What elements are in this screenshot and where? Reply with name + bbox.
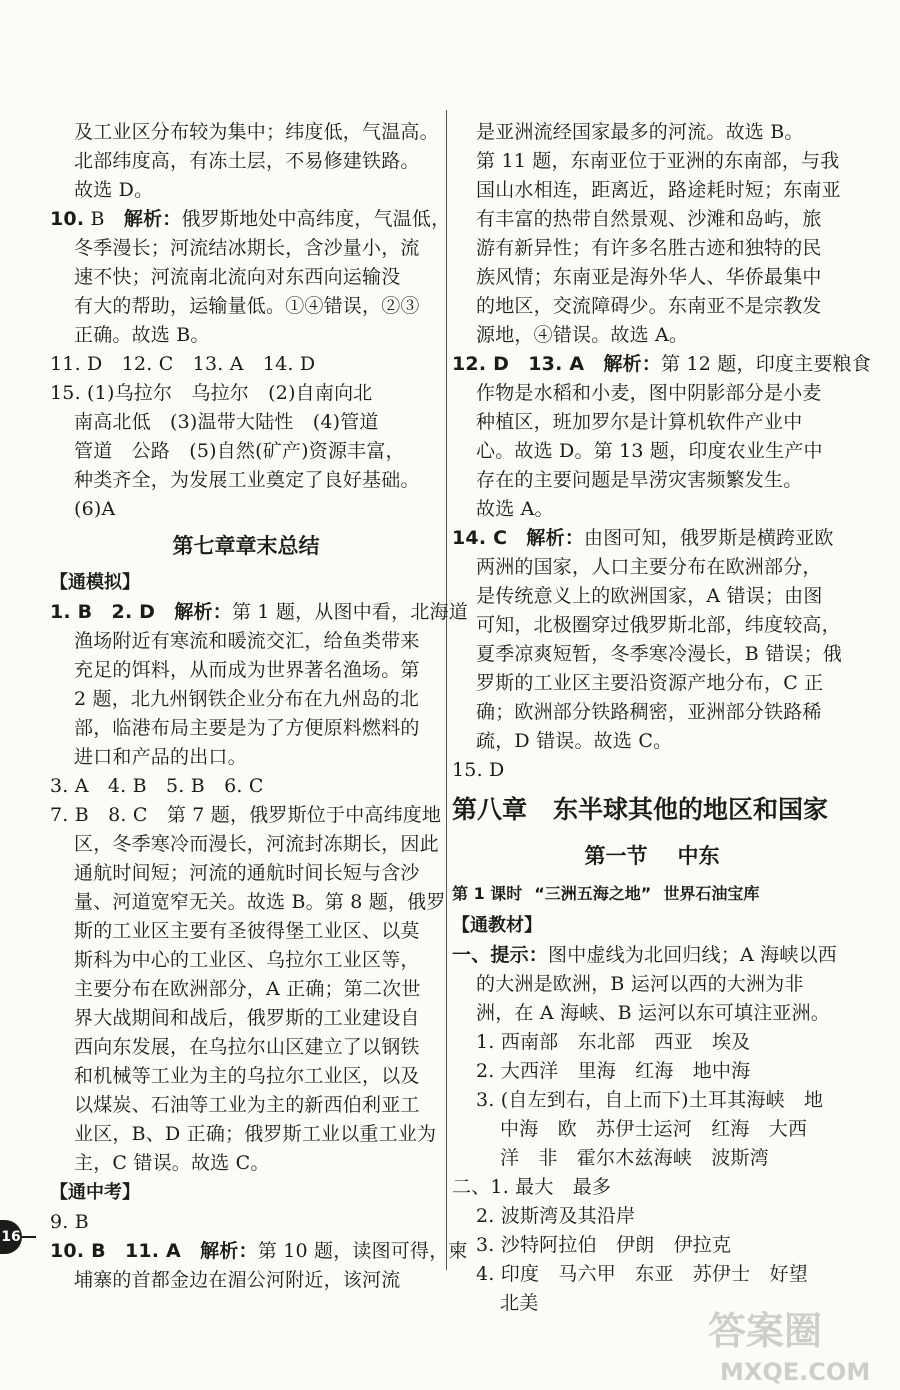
answer-line: 4. 印度 马六甲 东亚 苏伊士 好望 (476, 1263, 808, 1285)
text-line: 的地区，交流障碍少。东南亚不是宗教发 (476, 295, 822, 317)
answers-11-14: 11. D 12. C 13. A 14. D (50, 353, 316, 375)
answers-10-11 (50, 1237, 468, 1266)
text-line: 存在的主要问题是旱涝灾害频繁发生。 (476, 469, 803, 491)
analysis-text: 第 12 题，印度主要粮食 (661, 353, 871, 375)
answer-9: 9. B (50, 1211, 89, 1233)
text-line: 正确。故选 B。 (74, 324, 210, 346)
text-line: 以煤炭、石油等工业为主的新西伯利亚工 (74, 1094, 420, 1116)
text-line: 量、河道宽窄无关。故选 B。第 8 题，俄罗 (74, 891, 446, 913)
answers-12-13 (452, 350, 871, 379)
text-line: (6)A (74, 498, 116, 520)
text-line: 主，C 错误。故选 C。 (74, 1152, 270, 1174)
text-line: 埔寨的首都金边在湄公河附近，该河流 (74, 1269, 401, 1291)
text-line: 2 题，北九州钢铁企业分布在九州岛的北 (74, 688, 419, 710)
text-line: 渔场附近有寒流和暖流交汇，给鱼类带来 (74, 630, 420, 652)
text-line: 族风情；东南亚是海外华人、华侨最集中 (476, 266, 822, 288)
section-tong-zhongkao: 【通中考】 (50, 1182, 140, 1203)
hint-label: 提示： (490, 944, 549, 966)
text-line: 故选 D。 (74, 179, 154, 201)
answer-line: 1. 西南部 东北部 西亚 埃及 (476, 1031, 751, 1053)
lesson-title (452, 877, 852, 911)
text-line: 南高北低 (3)温带大陆性 (4)管道 (74, 411, 379, 433)
text-line: 部，临港布局主要是为了方便原料燃料的 (74, 717, 420, 739)
text-line: 国山水相连，距离近，路途耗时短；东南亚 (476, 179, 841, 201)
text-line: 游有新异性；有许多名胜古迹和独特的民 (476, 237, 822, 259)
text-line: 北部纬度高，有冻土层，不易修建铁路。 (74, 150, 420, 172)
section-tong-moni: 【通模拟】 (50, 572, 140, 593)
text-line: 中海 欧 苏伊士运河 红海 大西 (500, 1118, 808, 1140)
text-line: 故选 A。 (476, 498, 554, 520)
answers-1-2 (50, 598, 468, 627)
answer-line: 2. 大西洋 里海 红海 地中海 (476, 1060, 751, 1082)
question-numbers: 10. B 11. A (50, 1240, 201, 1262)
text-line: 速不快；河流南北流向对东西向运输没 (74, 266, 401, 288)
text-line: 有丰富的热带自然景观、沙滩和岛屿，旅 (476, 208, 822, 230)
text-line: 是亚洲流经国家最多的河流。故选 B。 (476, 121, 804, 143)
question-numbers: 1. B 2. D (50, 601, 175, 623)
text-line: 界大战期间和战后，俄罗斯的工业建设自 (74, 1007, 420, 1029)
answer-line: 3. (自左到右，自上而下)土耳其海峡 地 (476, 1089, 824, 1111)
text-line: 罗斯的工业区主要沿资源产地分布，C 正 (476, 672, 824, 694)
text-line: 和机械等工业为主的乌拉尔工业区，以及 (74, 1065, 420, 1087)
text-line: 进口和产品的出口。 (74, 746, 247, 768)
watermark-url: MXQE.COM (720, 1358, 871, 1386)
page-number: 16 (1, 1229, 21, 1245)
text-line: 北美 (500, 1292, 539, 1314)
text-line: 两洲的国家，人口主要分布在欧洲部分， (476, 556, 822, 578)
text-line: 作物是水稻和小麦，图中阴影部分是小麦 (476, 382, 822, 404)
left-column (50, 118, 468, 1295)
answer-letter: B (84, 208, 124, 230)
text-line: 有大的帮助，运输量低。①④错误，②③ (74, 295, 420, 317)
question-numbers: 12. D 13. A (452, 353, 604, 375)
analysis-text: 俄罗斯地处中高纬度，气温低， (181, 208, 451, 230)
text-line: 主要分布在欧洲部分，A 正确；第二次世 (74, 978, 421, 1000)
answer-line: 3. 沙特阿拉伯 伊朗 伊拉克 (476, 1234, 732, 1256)
text-line: 西向东发展，在乌拉尔山区建立了以钢铁 (74, 1036, 420, 1058)
hint-text: 图中虚线为北回归线；A 海峡以西 (548, 944, 837, 966)
answers-7-8: 7. B 8. C 第 7 题，俄罗斯位于中高纬度地 (50, 804, 442, 826)
lesson-topic-2: 世界石油宝库 (663, 884, 760, 903)
page-number-rule (22, 1236, 36, 1238)
text-line: 可知，北极圈穿过俄罗斯北部，纬度较高， (476, 614, 841, 636)
watermark-logo (700, 1300, 890, 1386)
right-column (452, 118, 871, 1318)
part-number: 一、 (452, 944, 491, 966)
chapter-7-summary-title: 第七章章末总结 (172, 534, 320, 558)
text-line: 充足的饵料，从而成为世界著名渔场。第 (74, 659, 420, 681)
text-line: 业区，B、D 正确；俄罗斯工业以重工业为 (74, 1123, 437, 1145)
answer-line: 2. 波斯湾及其沿岸 (476, 1205, 636, 1227)
text-line: 源地，④错误。故选 A。 (476, 324, 689, 346)
page-number-badge (0, 1220, 22, 1254)
chapter-name: 东半球其他的地区和国家 (553, 795, 829, 824)
text-line: 心。故选 D。第 13 题，印度农业生产中 (476, 440, 823, 462)
answer-14 (452, 524, 852, 553)
analysis-label: 解析： (174, 601, 232, 623)
section-tong-jiaocai: 【通教材】 (452, 915, 542, 936)
answer-15: 15. D (452, 759, 505, 781)
lesson-topic-1: “三洲五海之地” (534, 884, 652, 903)
text-line: 及工业区分布较为集中；纬度低，气温高。 (74, 121, 439, 143)
text-line: 疏，D 错误。故选 C。 (476, 730, 673, 752)
analysis-label: 解析： (123, 208, 182, 230)
analysis-text: 第 10 题，读图可得，柬 (257, 1240, 468, 1262)
watermark-logo-text: 答案圈 (708, 1309, 823, 1353)
text-line: 的大洲是欧洲，B 运河以西的大洲为非 (476, 973, 804, 995)
text-line: 斯科为中心的工业区、乌拉尔工业区等， (74, 949, 420, 971)
analysis-text: 由图可知，俄罗斯是横跨亚欧 (584, 527, 834, 549)
answer-10 (50, 205, 451, 234)
question-number: 14. C (452, 527, 527, 549)
text-line: 冬季漫长；河流结冰期长，含沙量小，流 (74, 237, 420, 259)
text-line: 区，冬季寒冷而漫长，河流封冻期长，因此 (74, 833, 439, 855)
answer-15: 15. (1)乌拉尔 乌拉尔 (2)自南向北 (50, 382, 373, 404)
part-2-answer: 二、1. 最大 最多 (452, 1176, 612, 1198)
section-number: 第一节 (584, 844, 648, 868)
analysis-text: 第 1 题，从图中看，北海道 (231, 601, 468, 623)
text-line: 斯的工业区主要有圣彼得堡工业区、以莫 (74, 920, 420, 942)
section-name: 中东 (677, 844, 720, 868)
question-number: 10. (50, 208, 85, 230)
text-line: 种类齐全，为发展工业奠定了良好基础。 (74, 469, 420, 491)
analysis-label: 解析： (526, 527, 585, 549)
part-1-hint (452, 941, 852, 970)
text-line: 第 11 题，东南亚位于亚洲的东南部，与我 (476, 150, 840, 172)
section-1-title (452, 835, 852, 877)
analysis-label: 解析： (603, 353, 662, 375)
chapter-8-title (452, 785, 852, 835)
text-line: 洲，在 A 海峡、B 运河以东可填注亚洲。 (476, 1002, 831, 1024)
text-line: 管道 公路 (5)自然(矿产)资源丰富， (74, 440, 405, 462)
text-line: 种植区，班加罗尔是计算机软件产业中 (476, 411, 803, 433)
text-line: 洋 非 霍尔木兹海峡 波斯湾 (500, 1147, 769, 1169)
chapter-number: 第八章 (452, 795, 528, 824)
analysis-label: 解析： (200, 1240, 258, 1262)
text-line: 是传统意义上的欧洲国家，A 错误；由图 (476, 585, 823, 607)
lesson-number: 第 1 课时 (452, 884, 523, 903)
column-divider (446, 110, 447, 1270)
text-line: 确；欧洲部分铁路稠密，亚洲部分铁路稀 (476, 701, 822, 723)
text-line: 夏季凉爽短暂，冬季寒冷漫长，B 错误；俄 (476, 643, 843, 665)
answers-3-6: 3. A 4. B 5. B 6. C (50, 775, 264, 797)
text-line: 通航时间短；河流的通航时间长短与含沙 (74, 862, 420, 884)
